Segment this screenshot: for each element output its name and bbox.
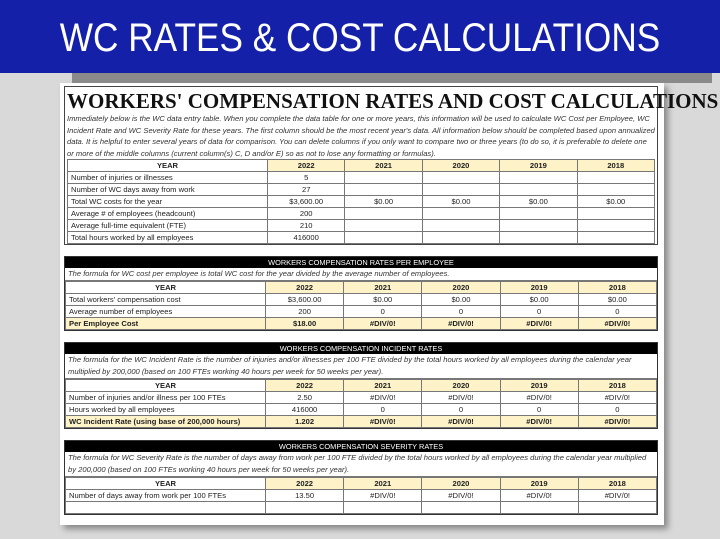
cell-2019[interactable]: #DIV/0! [500, 416, 578, 428]
cell-2018[interactable] [577, 184, 654, 196]
year-cell-2022: 2022 [268, 160, 345, 172]
section-1 [64, 256, 658, 331]
year-label: YEAR [66, 478, 266, 490]
cell-2019[interactable]: #DIV/0! [500, 392, 578, 404]
year-cell-2021: 2021 [344, 380, 422, 392]
row-label: Per Employee Cost [66, 318, 266, 330]
cell-2021[interactable]: $0.00 [345, 196, 422, 208]
cell-2021[interactable] [345, 220, 422, 232]
year-cell-2020: 2020 [422, 478, 500, 490]
cell-2018[interactable] [577, 220, 654, 232]
row-label: Number of injuries or illnesses [68, 172, 268, 184]
year-cell-2020: 2020 [422, 380, 500, 392]
paper-shadow [72, 73, 712, 83]
table-row [68, 208, 655, 220]
row-label: Number of days away from work per 100 FTEs [66, 490, 266, 502]
cell-2020[interactable] [422, 208, 499, 220]
banner [0, 0, 720, 73]
cell-2022[interactable]: 200 [266, 306, 344, 318]
cell-2020[interactable]: #DIV/0! [422, 392, 500, 404]
table-row [68, 232, 655, 244]
cell-2018[interactable] [577, 172, 654, 184]
cell-2021[interactable]: #DIV/0! [344, 490, 422, 502]
table-row [66, 294, 657, 306]
row-label: Total workers' compensation cost [66, 294, 266, 306]
cell-2019[interactable] [500, 502, 578, 514]
cell-2018[interactable]: #DIV/0! [578, 392, 656, 404]
year-cell-2019: 2019 [500, 282, 578, 294]
year-cell-2018: 2018 [578, 380, 656, 392]
year-cell-2018: 2018 [578, 282, 656, 294]
cell-2021[interactable] [345, 208, 422, 220]
section-heading: WORKERS COMPENSATION SEVERITY RATES [65, 441, 657, 452]
section-heading: WORKERS COMPENSATION INCIDENT RATES [65, 343, 657, 354]
row-label: Average number of employees [66, 306, 266, 318]
table-row [66, 404, 657, 416]
cell-2021[interactable]: $0.00 [344, 294, 422, 306]
year-header-row [66, 478, 657, 490]
intro-text: Immediately below is the WC data entry table. When you complete the data table for one or more years, this information will be used to calculate WC Cost per Employee, WC Incident Rate and WC Severity Rate for these years. The first column should be the most recent year's data. All information below should be completed based upon annualized data. It is helpful to enter several years of data for comparison. You can delete columns if you only want to compare two or three years (to do so, it is preferable to delete one or more of the middle columns (current column(s) C, D and/or E) so as not to lose any formatting or formulas). [67, 114, 655, 158]
cell-2019[interactable] [500, 172, 577, 184]
row-label: Number of injuries and/or illness per 100 FTEs [66, 392, 266, 404]
cell-2018[interactable]: $0.00 [577, 196, 654, 208]
cell-2021[interactable]: 0 [344, 306, 422, 318]
cell-2018[interactable]: 0 [578, 404, 656, 416]
row-label: Number of WC days away from work [68, 184, 268, 196]
cell-2019[interactable]: $0.00 [500, 196, 577, 208]
year-header-row [68, 160, 655, 172]
cell-2022[interactable]: 416000 [268, 232, 345, 244]
cell-2021[interactable]: #DIV/0! [344, 318, 422, 330]
cell-2019[interactable] [500, 232, 577, 244]
cell-2020[interactable] [422, 232, 499, 244]
cell-2019[interactable]: 0 [500, 306, 578, 318]
cell-2019[interactable]: #DIV/0! [500, 318, 578, 330]
year-cell-2022: 2022 [266, 282, 344, 294]
section-2 [64, 342, 658, 429]
cell-2019[interactable] [500, 208, 577, 220]
cell-2019[interactable] [500, 220, 577, 232]
table-row [66, 318, 657, 330]
row-label: Average # of employees (headcount) [68, 208, 268, 220]
cell-2022[interactable]: 2.50 [266, 392, 344, 404]
cell-2021[interactable]: 0 [344, 404, 422, 416]
year-header-row [66, 282, 657, 294]
cell-2021[interactable] [345, 184, 422, 196]
year-label: YEAR [68, 160, 268, 172]
cell-2021[interactable] [344, 502, 422, 514]
year-cell-2019: 2019 [500, 160, 577, 172]
cell-2018[interactable] [577, 208, 654, 220]
sections [64, 256, 660, 515]
section-3 [64, 440, 658, 515]
cell-2022[interactable]: 5 [268, 172, 345, 184]
formula-text: The formula for WC Severity Rate is the number of days away from work per 100 FTE divided by the total hours worked by all employees during the calendar year multiplied by 200,000 (based on 100 FTEs working 40 hours per week for 50 weeks per year). [65, 452, 657, 477]
table-row [68, 220, 655, 232]
year-cell-2020: 2020 [422, 160, 499, 172]
year-cell-2018: 2018 [577, 160, 654, 172]
table-row [66, 490, 657, 502]
year-label: YEAR [66, 282, 266, 294]
year-cell-2022: 2022 [266, 478, 344, 490]
cell-2019[interactable]: 0 [500, 404, 578, 416]
cell-2021[interactable]: #DIV/0! [344, 416, 422, 428]
table-row [66, 416, 657, 428]
cell-2020[interactable]: 0 [422, 404, 500, 416]
section-heading: WORKERS COMPENSATION RATES PER EMPLOYEE [65, 257, 657, 268]
cell-2022[interactable] [266, 502, 344, 514]
banner-title: WC RATES & COST CALCULATIONS [59, 16, 661, 60]
cell-2022[interactable]: 1.202 [266, 416, 344, 428]
cell-2022[interactable]: $3,600.00 [268, 196, 345, 208]
cell-2022[interactable]: $3,600.00 [266, 294, 344, 306]
cell-2018[interactable]: 0 [578, 306, 656, 318]
table-row [68, 196, 655, 208]
cell-2018[interactable]: #DIV/0! [578, 318, 656, 330]
cell-2020[interactable] [422, 220, 499, 232]
cell-2019[interactable] [500, 184, 577, 196]
table-row [66, 306, 657, 318]
cell-2018[interactable]: #DIV/0! [578, 490, 656, 502]
year-cell-2021: 2021 [344, 478, 422, 490]
cell-2020[interactable]: $0.00 [422, 294, 500, 306]
data-entry-table [67, 159, 655, 244]
table-row [66, 502, 657, 514]
cell-2020[interactable]: 0 [422, 306, 500, 318]
cell-2018[interactable]: #DIV/0! [578, 416, 656, 428]
year-cell-2020: 2020 [422, 282, 500, 294]
cell-2018[interactable] [577, 232, 654, 244]
cell-2020[interactable]: #DIV/0! [422, 490, 500, 502]
cell-2019[interactable]: #DIV/0! [500, 490, 578, 502]
cell-2020[interactable] [422, 172, 499, 184]
row-label: WC Incident Rate (using base of 200,000 hours) [66, 416, 266, 428]
year-cell-2019: 2019 [500, 478, 578, 490]
section-table [65, 379, 657, 428]
year-cell-2018: 2018 [578, 478, 656, 490]
year-cell-2021: 2021 [344, 282, 422, 294]
cell-2021[interactable] [345, 172, 422, 184]
cell-2022[interactable]: 416000 [266, 404, 344, 416]
cell-2022[interactable]: 200 [268, 208, 345, 220]
row-label: Hours worked by all employees [66, 404, 266, 416]
cell-2020[interactable]: #DIV/0! [422, 416, 500, 428]
cell-2020[interactable]: $0.00 [422, 196, 499, 208]
year-label: YEAR [66, 380, 266, 392]
cell-2020[interactable] [422, 184, 499, 196]
section-table [65, 281, 657, 330]
year-cell-2022: 2022 [266, 380, 344, 392]
cell-2022[interactable]: $18.00 [266, 318, 344, 330]
table-row [66, 392, 657, 404]
year-cell-2021: 2021 [345, 160, 422, 172]
cell-2020[interactable]: #DIV/0! [422, 318, 500, 330]
row-label: Average full-time equivalent (FTE) [68, 220, 268, 232]
cell-2022[interactable]: 13.50 [266, 490, 344, 502]
table-row [68, 172, 655, 184]
row-label: Total WC costs for the year [68, 196, 268, 208]
year-header-row [66, 380, 657, 392]
section-table [65, 477, 657, 514]
cell-2021[interactable]: #DIV/0! [344, 392, 422, 404]
cell-2021[interactable] [345, 232, 422, 244]
cell-2018[interactable] [578, 502, 656, 514]
spreadsheet-page [60, 83, 719, 525]
cell-2019[interactable]: $0.00 [500, 294, 578, 306]
cell-2022[interactable]: 210 [268, 220, 345, 232]
year-cell-2019: 2019 [500, 380, 578, 392]
sheet-frame [64, 86, 719, 245]
formula-text: The formula for the WC Incident Rate is the number of injuries and/or illnesses per 100 FTE divided by the total hours worked by all employees during the calendar year multiplied by 200,000 (based on 100 FTEs working 40 hours per week for 50 weeks per year). [65, 354, 657, 379]
formula-text: The formula for WC cost per employee is total WC cost for the year divided by the average number of employees. [65, 268, 657, 281]
row-label [66, 502, 266, 514]
cell-2018[interactable]: $0.00 [578, 294, 656, 306]
cell-2022[interactable]: 27 [268, 184, 345, 196]
cell-2020[interactable] [422, 502, 500, 514]
sheet-title: WORKERS' COMPENSATION RATES AND COST CALCULATIONS [67, 89, 719, 113]
row-label: Total hours worked by all employees [68, 232, 268, 244]
table-row [68, 184, 655, 196]
